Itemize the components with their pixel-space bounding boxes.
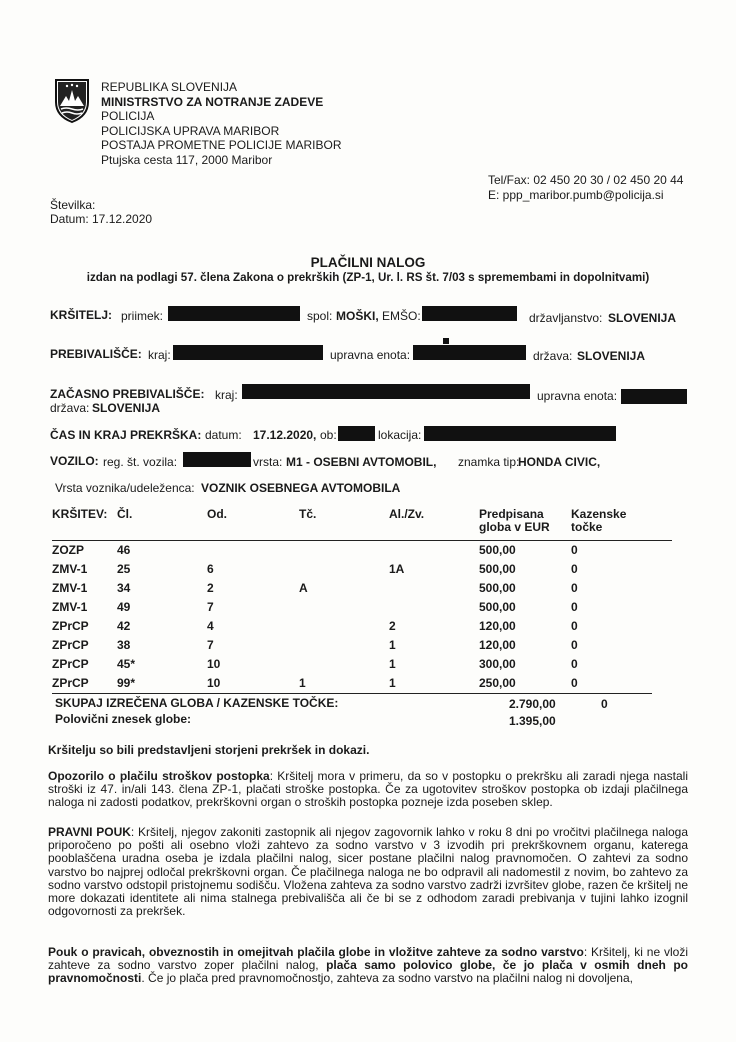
contact-tel: Tel/Fax: 02 450 20 30 / 02 450 20 44 — [488, 173, 684, 187]
cell-law: ZOZP — [52, 542, 84, 557]
document-title: PLAČILNI NALOG — [310, 255, 426, 270]
redacted-temp-town — [242, 384, 530, 399]
evidence-statement: Kršitelju so bili predstavljeni storjeni prekršek in dokazi. — [48, 743, 370, 757]
cell-law: ZPrCP — [52, 637, 89, 652]
cell-article: 38 — [117, 637, 131, 652]
col-violation: KRŠITEV: — [52, 507, 108, 521]
letterhead — [101, 80, 342, 167]
half-value: 1.395,00 — [509, 714, 556, 728]
col-article: Čl. — [117, 507, 133, 521]
time-label: ob: — [320, 428, 337, 442]
table-header-divider — [52, 540, 672, 541]
redacted-surname — [168, 306, 300, 321]
col-paragraph: Od. — [207, 507, 227, 521]
offender-label: KRŠITELJ: — [50, 308, 113, 322]
vehicle-type-value: M1 - OSEBNI AVTOMOBIL, — [286, 455, 437, 469]
rights-text-1: : Kršitelj, ki ne vloži zahteve za sodno varstvo zoper plačilni nalog, — [48, 945, 688, 973]
table-header-row — [52, 508, 651, 540]
surname-label: priimek: — [121, 309, 164, 323]
redacted-location — [424, 426, 616, 441]
cell-fine: 120,00 — [479, 637, 516, 652]
cell-paragraph: 6 — [207, 561, 214, 576]
sex-value: MOŠKI, — [336, 309, 379, 323]
cell-fine: 500,00 — [479, 580, 516, 595]
cell-article: 99* — [117, 675, 136, 690]
cell-point — [299, 559, 389, 578]
emso-label: EMŠO: — [382, 309, 421, 323]
col-indent: Al./Zv. — [389, 507, 425, 521]
rights-instruction — [48, 946, 688, 986]
offender-row — [50, 308, 112, 322]
temp-town-label: kraj: — [215, 388, 238, 402]
residence-label: PREBIVALIŠČE: — [50, 347, 142, 361]
cell-paragraph: 2 — [207, 580, 214, 595]
driver-type-value: VOZNIK OSEBNEGA AVTOMOBILA — [201, 481, 401, 495]
redaction-mark — [443, 338, 449, 344]
redacted-residence-unit — [413, 345, 526, 360]
total-label: SKUPAJ IZREČENA GLOBA / KAZENSKE TOČKE: — [55, 696, 339, 710]
cell-article: 46 — [117, 542, 131, 557]
rights-text-3: . Če jo plača pred pravnomočnostjo, zahteva za sodno varstvo na plačilni nalog ni dovoljena, — [141, 971, 633, 986]
costs-warning-label: Opozorilo o plačilu stroškov postopka — [48, 769, 270, 783]
residence-town-label: kraj: — [148, 348, 171, 362]
plate-label: reg. št. vozila: — [103, 455, 178, 469]
header-address: Ptujska cesta 117, 2000 Maribor — [101, 152, 273, 167]
cell-points: 0 — [571, 656, 578, 671]
cell-paragraph: 7 — [207, 637, 214, 652]
costs-warning — [48, 770, 688, 810]
cell-paragraph: 7 — [207, 599, 214, 614]
header-republic: REPUBLIKA SLOVENIJA — [101, 80, 238, 94]
table-row — [52, 673, 651, 692]
cell-indent — [389, 597, 479, 616]
temp-unit-label: upravna enota: — [537, 389, 618, 403]
cell-article: 49 — [117, 599, 131, 614]
redacted-temp-unit — [621, 389, 687, 404]
cell-points: 0 — [571, 542, 578, 557]
citizenship-label: državljanstvo: — [529, 311, 603, 325]
cell-paragraph: 10 — [207, 656, 221, 671]
vehicle-label: VOZILO: — [50, 454, 99, 468]
location-label: lokacija: — [378, 428, 422, 442]
cell-indent: 1 — [389, 656, 396, 671]
cell-points: 0 — [571, 637, 578, 652]
make-label: znamka tip: — [458, 455, 520, 469]
rights-instruction-label: Pouk o pravicah, obveznostih in omejitvah plačila globe in vložitve zahteve za sodno varstvo — [48, 945, 584, 959]
legal-instruction-text: : Kršitelj, njegov zakoniti zastopnik ali njegov zagovornik lahko v roku 8 dni po vročitvi plačilnega naloga priporočeno po pošti ali osebno vloži zahtevo za sodno varstvo v 3 izvodih pri prekrškovnem organu, katerega pooblaščena uradna oseba je izdala plačilni nalog, sicer postane plačilni nalog pravnomočen. O zahtevi za sodno varstvo bo najprej odločal prekrškovni organ. Če plačilnega naloga ne bo odpravil ali nadomestil z novim, bo zahtevo za sodno varstvo odstopil pristojnemu sodišču. Vložena zahteva za sodno varstvo zadrži izvršitev globe, razen če kršitelj ne more dokazati identitete ali nima stalnega prebivališča ali če bi se z odhodom zaradi prebivanja v tujini lahko izognil odgovornosti za prekršek. — [48, 825, 689, 919]
table-row — [52, 616, 651, 635]
cell-points: 0 — [571, 599, 578, 614]
document-date: Datum: 17.12.2020 — [50, 212, 153, 226]
violations-table — [52, 508, 651, 692]
header-station: POSTAJA PROMETNE POLICIJE MARIBOR — [101, 138, 342, 152]
cell-point: A — [299, 580, 308, 595]
cell-fine: 250,00 — [479, 675, 516, 690]
table-row — [52, 559, 651, 578]
redacted-plate — [183, 452, 251, 467]
cell-point — [299, 540, 389, 559]
redacted-time — [338, 426, 375, 441]
temp-residence-label: ZAČASNO PREBIVALIŠČE: — [50, 387, 205, 401]
cell-indent: 1 — [389, 637, 396, 652]
table-total-divider — [52, 693, 652, 694]
cell-law: ZMV-1 — [52, 561, 88, 576]
col-point: Tč. — [299, 507, 317, 521]
cell-indent — [389, 540, 479, 559]
table-row — [52, 540, 651, 559]
cell-law: ZMV-1 — [52, 580, 88, 595]
redacted-emso — [422, 306, 517, 321]
sex-label: spol: — [307, 309, 333, 323]
header-directorate: POLICIJSKA UPRAVA MARIBOR — [101, 123, 280, 138]
document-subtitle: izdan na podlagi 57. člena Zakona o prekrških (ZP-1, Ur. l. RS št. 7/03 s spremembami in dopolnitvami) — [86, 271, 650, 284]
date-value: 17.12.2020, — [253, 428, 317, 442]
cell-article: 42 — [117, 618, 131, 633]
cell-point — [299, 616, 389, 635]
total-value: 2.790,00 — [509, 697, 556, 711]
half-label: Polovični znesek globe: — [55, 712, 192, 726]
header-ministry: MINISTRSTVO ZA NOTRANJE ZADEVE — [101, 94, 324, 109]
cell-indent: 1A — [389, 561, 405, 576]
cell-law: ZPrCP — [52, 618, 89, 633]
time-place-label: ČAS IN KRAJ PREKRŠKA: — [50, 428, 202, 442]
cell-paragraph: 10 — [207, 675, 221, 690]
cell-law: ZMV-1 — [52, 599, 88, 614]
cell-paragraph — [207, 540, 299, 559]
cell-points: 0 — [571, 675, 578, 690]
citizenship-value: SLOVENIJA — [608, 311, 677, 325]
cell-point — [299, 635, 389, 654]
cell-fine: 300,00 — [479, 656, 516, 671]
table-row — [52, 654, 651, 673]
cell-point: 1 — [299, 675, 306, 690]
legal-instruction-label: PRAVNI POUK — [48, 825, 131, 839]
cell-article: 34 — [117, 580, 131, 595]
cell-point — [299, 597, 389, 616]
temp-country-label: država: — [50, 401, 90, 415]
table-row — [52, 597, 651, 616]
cell-fine: 500,00 — [479, 599, 516, 614]
cell-points: 0 — [571, 580, 578, 595]
cell-fine: 500,00 — [479, 561, 516, 576]
residence-country-value: SLOVENIJA — [577, 349, 646, 363]
cell-indent: 2 — [389, 618, 396, 633]
cell-law: ZPrCP — [52, 656, 89, 671]
cell-article: 45* — [117, 656, 136, 671]
col-points: Kazenske točke — [571, 507, 627, 534]
cell-law: ZPrCP — [52, 675, 89, 690]
contact-email: E: ppp_maribor.pumb@policija.si — [488, 188, 664, 202]
header-police: POLICIJA — [101, 109, 155, 123]
residence-country-label: država: — [533, 349, 573, 363]
residence-unit-label: upravna enota: — [330, 348, 411, 362]
rights-text-bold: plača samo polovico globe, če jo plača v osmih dneh po pravnomočnosti — [48, 958, 688, 986]
date-label: datum: — [205, 428, 242, 442]
cell-indent: 1 — [389, 675, 396, 690]
cell-paragraph: 4 — [207, 618, 214, 633]
costs-warning-text: : Kršitelj mora v primeru, da so v postopku o prekršku ali zaradi njega nastali stroški iz 47. in/ali 143. člena ZP-1, plačati stroške postopka. Če za ugotovitev stroškov postopka ob izdaji plačilnega naloga ni zadosti podatkov, prekrškovni organ o stroških postopka pozneje izda poseben sklep. — [48, 769, 688, 810]
cell-fine: 500,00 — [479, 542, 516, 557]
col-fine: Predpisana globa v EUR — [479, 507, 550, 534]
cell-point — [299, 654, 389, 673]
cell-points: 0 — [571, 618, 578, 633]
legal-instruction — [48, 826, 688, 918]
vehicle-type-label: vrsta: — [253, 455, 283, 469]
redacted-residence-town — [173, 345, 323, 360]
document-number: Številka: — [50, 198, 96, 212]
driver-type-label: Vrsta voznika/udeleženca: — [55, 481, 195, 495]
cell-fine: 120,00 — [479, 618, 516, 633]
cell-article: 25 — [117, 561, 131, 576]
make-value: HONDA CIVIC, — [518, 455, 601, 469]
table-row — [52, 578, 651, 597]
table-row — [52, 635, 651, 654]
total-points: 0 — [601, 697, 608, 711]
temp-country-value: SLOVENIJA — [92, 401, 161, 415]
cell-indent — [389, 578, 479, 597]
coat-of-arms-icon — [54, 78, 90, 124]
cell-points: 0 — [571, 561, 578, 576]
